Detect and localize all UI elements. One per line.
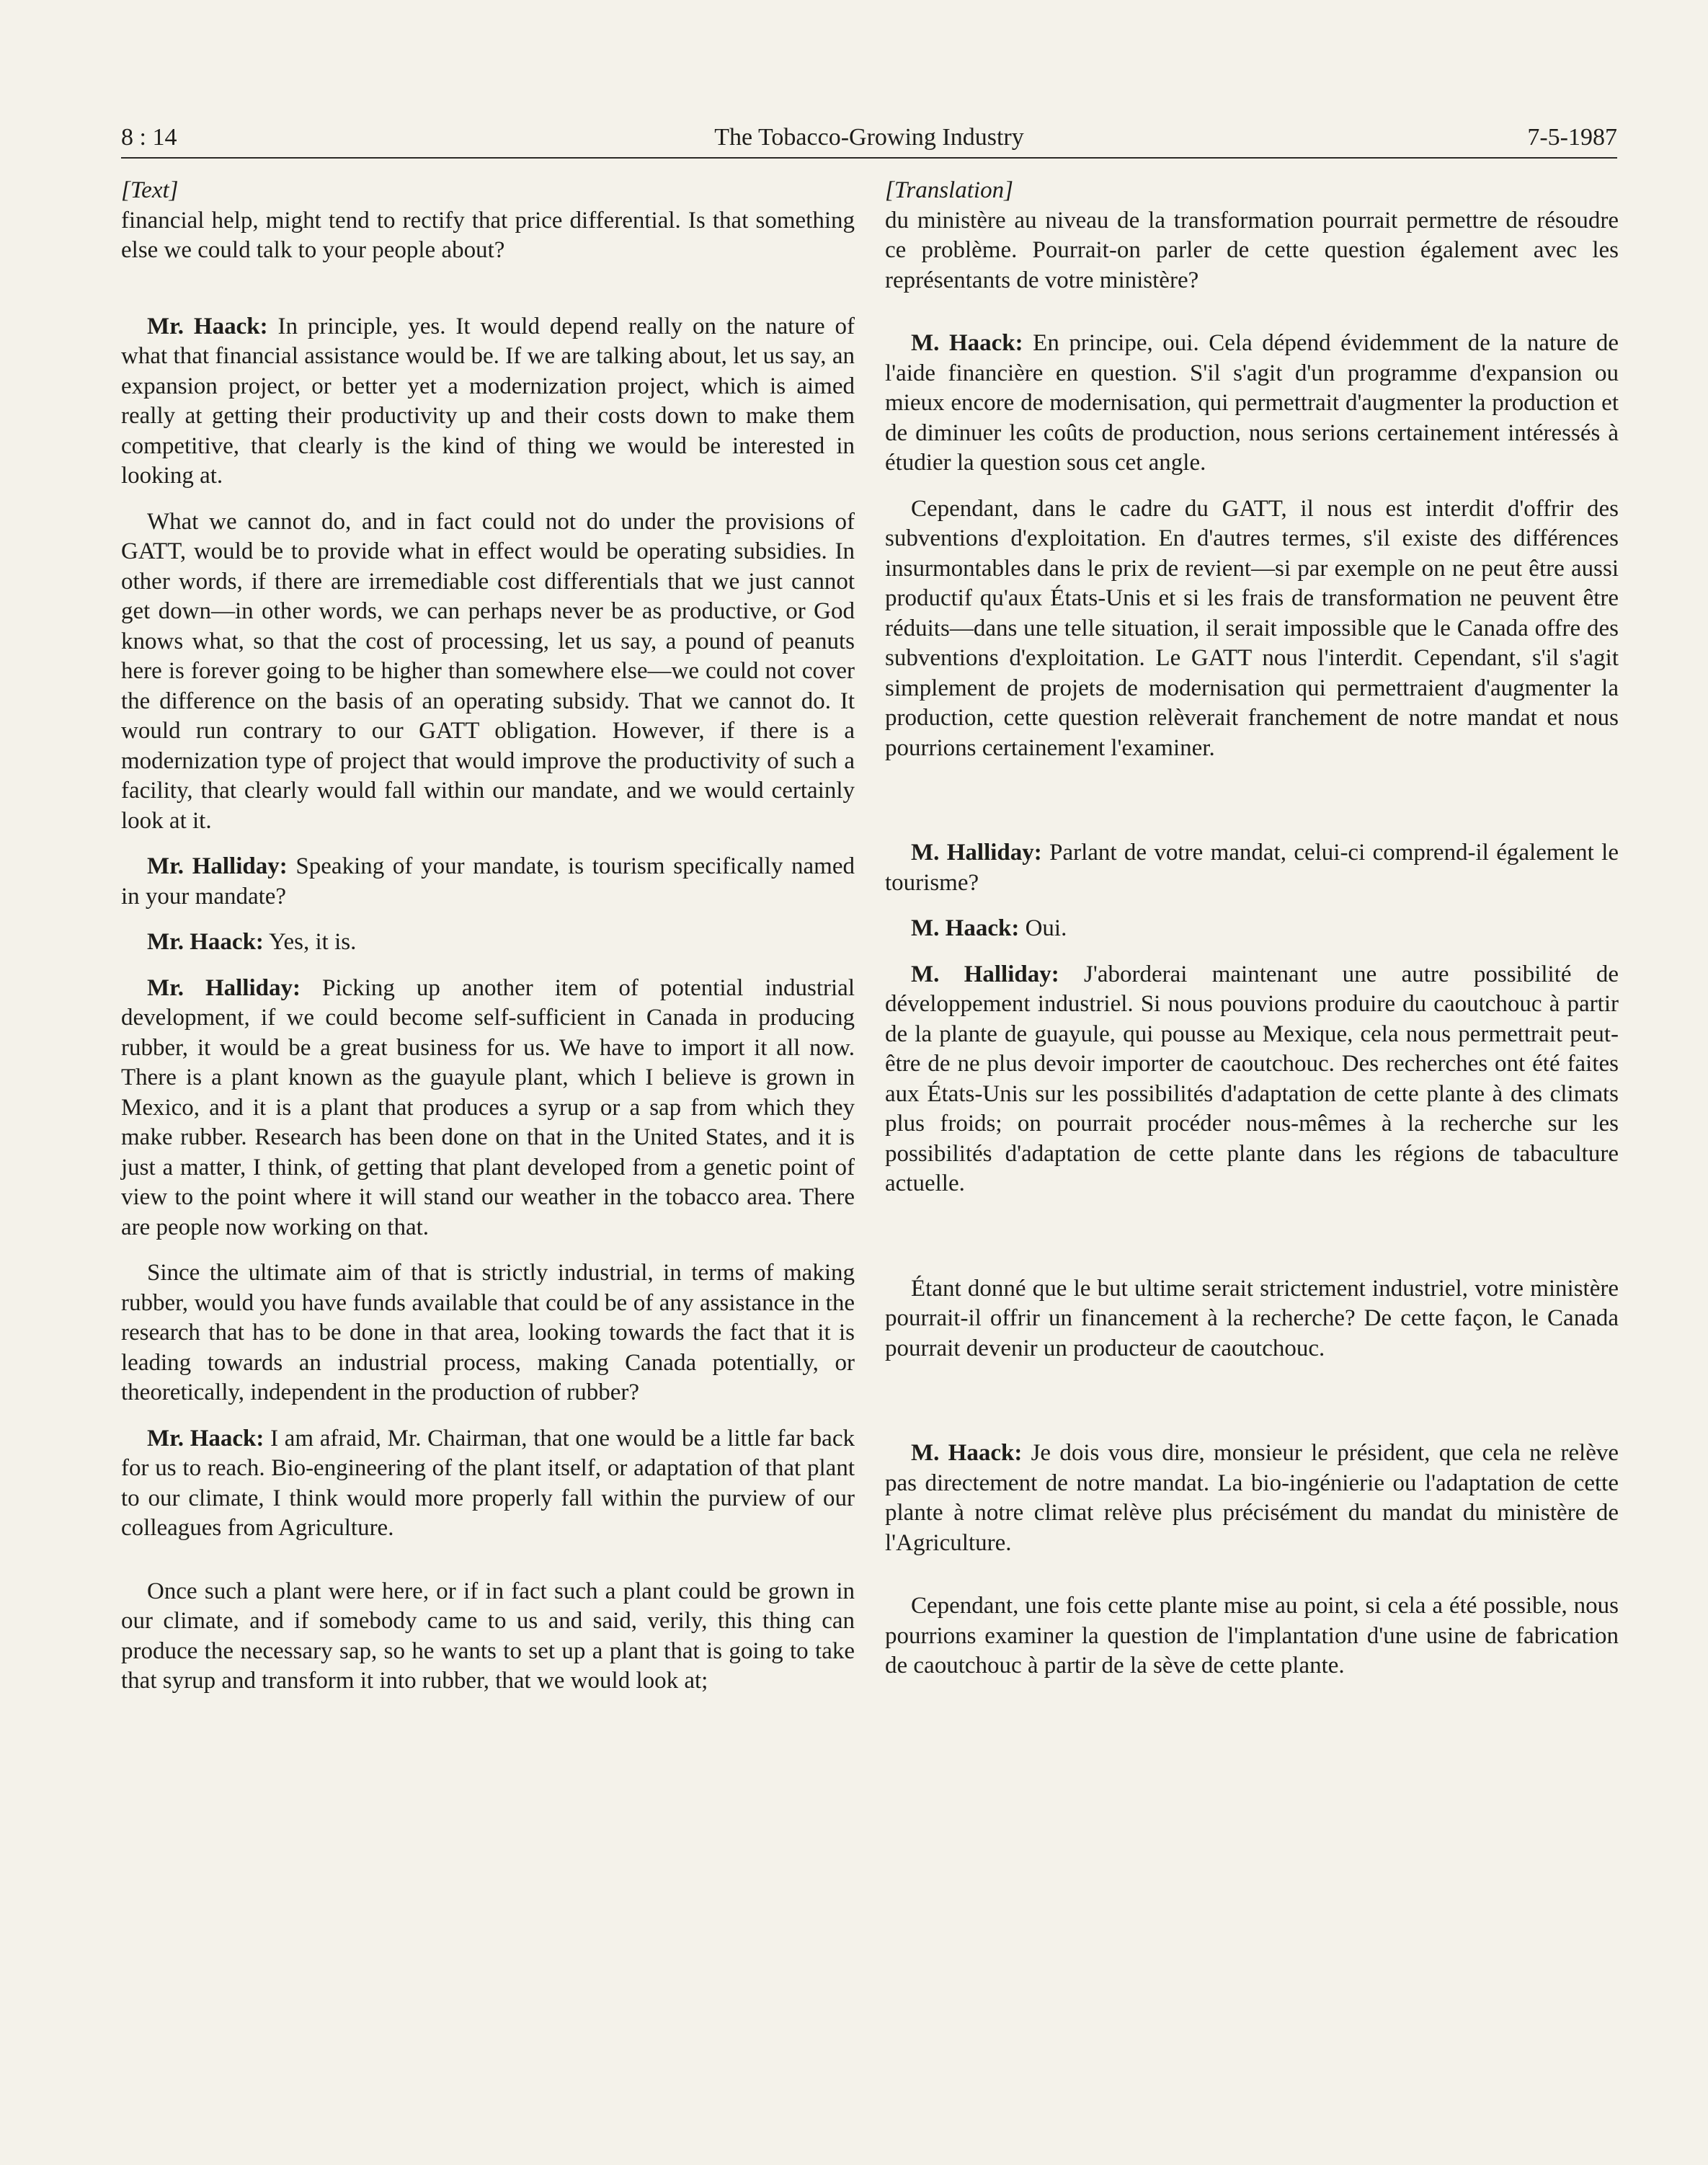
paragraph-text: J'aborderai maintenant une autre possibilité de développement industriel. Si nous pouvions produire du caoutchouc à partir de la plante de guayule, qui pousse au Mexique, cela nous permettrait peut-être de ne plus devoir importer de caoutchouc. Des recherches ont été faites aux États-Unis sur les possibilités d'adaptation de cette plante à des climats plus froids; on pourrait procéder nous-mêmes à la recherche sur les possibilités d'adaptation de cette plante dans les régions de tabaculture actuelle. (885, 961, 1619, 1196)
paragraph-text: Oui. (1019, 915, 1067, 941)
paragraph (121, 1258, 855, 1408)
running-title: The Tobacco-Growing Industry (714, 124, 1024, 151)
column-label-text: [Text] (121, 177, 179, 203)
paragraph (121, 928, 855, 958)
header-date: 7-5-1987 (1527, 124, 1617, 151)
paragraph-text: Since the ultimate aim of that is strictly industrial, in terms of making rubber, would you have funds available that could be of any assistance in the research that has to be done in that area, looking towards the fact that it is leading towards an industrial process, making Canada potentially, or theoretically, independent in the production of rubber? (121, 1260, 855, 1405)
paragraph (885, 914, 1619, 944)
french-column (885, 176, 1619, 1681)
paragraph-text: Parlant de votre mandat, celui-ci comprend-il également le tourisme? (885, 840, 1619, 896)
paragraph (121, 1424, 855, 1544)
paragraph (121, 974, 855, 1243)
paragraph (121, 206, 855, 266)
paragraph-text: In principle, yes. It would depend really on the nature of what that financial assistance would be. If we are talking about, let us say, an expansion project, or better yet a modernization project, which is aimed really at getting their productivity up and their costs down to make them competitive, that clearly is the kind of thing we would be interested in looking at. (121, 313, 855, 489)
speaker-name: M. Halliday: (911, 961, 1059, 987)
speaker-name: Mr. Haack: (147, 1425, 264, 1452)
paragraph (885, 838, 1619, 898)
header-rule (121, 157, 1617, 159)
paragraph (885, 1439, 1619, 1558)
page-header (121, 120, 1617, 156)
speaker-name: M. Haack: (911, 330, 1023, 356)
english-column (121, 176, 855, 1697)
column-label-translation: [Translation] (885, 177, 1013, 203)
paragraph-text: Je dois vous dire, monsieur le président, que cela ne relève pas directement de notre mandat. La bio-ingénierie ou l'adaptation de cette plante à notre climat relève plus précisément du mandat du ministère de l'Agriculture. (885, 1440, 1619, 1556)
paragraph (885, 206, 1619, 296)
speaker-name: M. Halliday: (911, 840, 1042, 866)
paragraph-text: En principe, oui. Cela dépend évidemment de la nature de l'aide financière en question. S'il s'agit d'un programme d'expansion ou mieux encore de modernisation, qui permettrait d'augmenter la production et de diminuer les coûts de production, nous serions certainement intéressés à étudier la question sous cet angle. (885, 330, 1619, 476)
paragraph-text: I am afraid, Mr. Chairman, that one would be a little far back for us to reach. Bio-engineering of the plant itself, or adaptation of that plant to our climate, I think would more properly fall within the purview of our colleagues from Agriculture. (121, 1425, 855, 1541)
paragraph-text: Once such a plant were here, or if in fact such a plant could be grown in our climate, and if somebody came to us and said, verily, this thing can produce the necessary sap, so he wants to set up a plant that is going to take that syrup and transform it into rubber, that we would look at; (121, 1578, 855, 1694)
paragraph-text: du ministère au niveau de la transformation pourrait permettre de résoudre ce problème. Pourrait-on parler de cette question également avec les représentants de votre ministère? (885, 207, 1619, 293)
paragraph (885, 960, 1619, 1199)
paragraph-text: What we cannot do, and in fact could not do under the provisions of GATT, would be to provide what in effect would be operating subsidies. In other words, if there are irremediable cost differentials that we just cannot get down—in other words, we can perhaps never be as productive, or God knows what, so that the cost of processing, let us say, a pound of peanuts here is forever going to be higher than somewhere else—we could not cover the difference on the basis of an operating subsidy. That we cannot do. It would run contrary to our GATT obligation. However, if there is a modernization type of project that would improve the productivity of such a facility, that clearly would fall within our mandate, and we would certainly look at it. (121, 508, 855, 834)
speaker-name: M. Haack: (911, 1440, 1023, 1466)
page-number: 8 : 14 (121, 124, 177, 151)
speaker-name: Mr. Halliday: (147, 974, 301, 1001)
speaker-name: Mr. Haack: (147, 313, 268, 339)
paragraph-text: Étant donné que le but ultime serait strictement industriel, votre ministère pourrait-il offrir un financement à la recherche? De cette façon, le Canada pourrait devenir un producteur de caoutchouc. (885, 1275, 1619, 1361)
paragraph (121, 507, 855, 837)
paragraph (121, 1577, 855, 1697)
paragraph (885, 329, 1619, 479)
speaker-name: M. Haack: (911, 915, 1020, 941)
paragraph-text: Speaking of your mandate, is tourism specifically named in your mandate? (121, 853, 855, 910)
paragraph (885, 1591, 1619, 1681)
paragraph-text: Cependant, dans le cadre du GATT, il nous est interdit d'offrir des subventions d'exploitation. En d'autres termes, s'il existe des différences insurmontables dans le prix de revient—si par exemple on ne peut être aussi productif qu'aux États-Unis et si les frais de transformation ne peuvent être réduits—dans une telle situation, il serait impossible que le Canada offre des subventions d'exploitation. Le GATT nous l'interdit. Cependant, s'il s'agit simplement de projets de modernisation qui permettraient d'augmenter la production, cette question relèverait franchement de notre mandat et nous pourrions certainement l'examiner. (885, 495, 1619, 761)
paragraph-text: Picking up another item of potential industrial development, if we could become self-sufficient in Canada in producing rubber, it would be a great business for us. We have to import it all now. There is a plant known as the guayule plant, which I believe is grown in Mexico, and it is a plant that produces a syrup or a sap from which they make rubber. Research has been done on that in the United States, and it is just a matter, I think, of getting that plant developed from a genetic point of view to the point where it will stand our weather in the tobacco area. There are people now working on that. (121, 974, 855, 1240)
paragraph-text: financial help, might tend to rectify that price differential. Is that something else we could talk to your people about? (121, 207, 855, 263)
paragraph (885, 494, 1619, 764)
paragraph (885, 1274, 1619, 1364)
paragraph (121, 312, 855, 492)
speaker-name: Mr. Haack: (147, 929, 264, 955)
paragraph-text: Cependant, une fois cette plante mise au point, si cela a été possible, nous pourrions examiner la question de l'implantation d'une usine de fabrication de caoutchouc à partir de la sève de cette plante. (885, 1593, 1619, 1679)
paragraph (121, 852, 855, 912)
paragraph-text: Yes, it is. (263, 929, 357, 955)
speaker-name: Mr. Halliday: (147, 853, 288, 879)
